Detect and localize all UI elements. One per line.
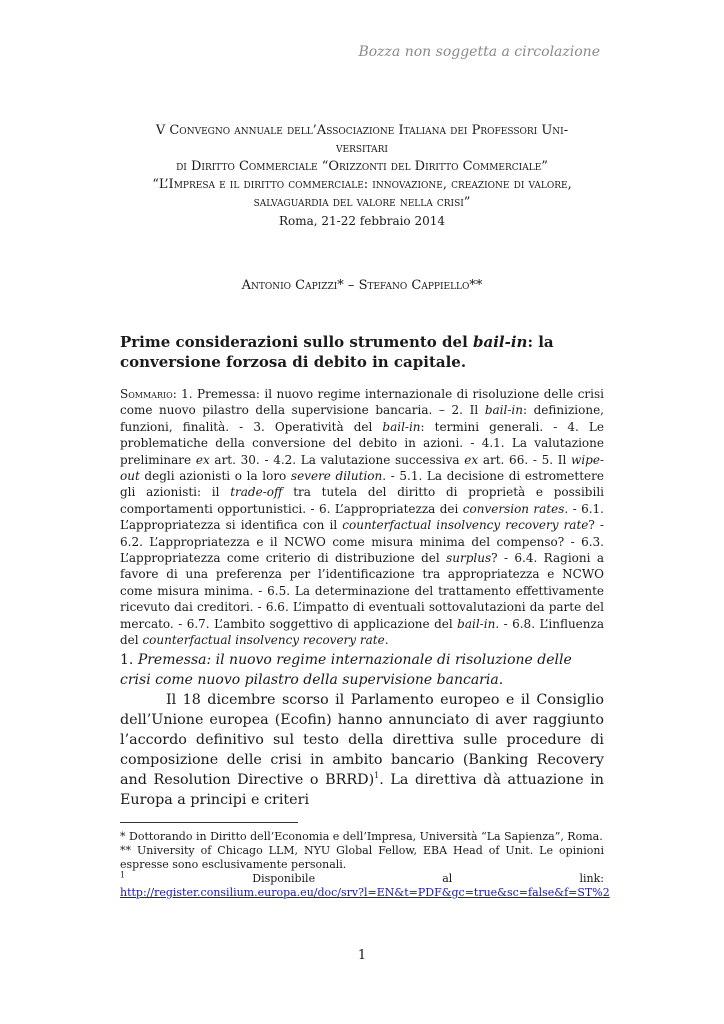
footnote-1-word: link: bbox=[579, 872, 604, 885]
footnote-1-mark: 1 bbox=[120, 870, 126, 880]
summary-seg-italic: counterfactual insolvency recovery rate bbox=[342, 518, 589, 533]
body-paragraph bbox=[120, 690, 604, 810]
section-title: Premessa: il nuovo regime internazionale di risoluzione delle crisi come nuovo pilastro della supervisione bancaria. bbox=[120, 652, 572, 688]
conference-line-5: salvaguardia del valore nella crisi” bbox=[253, 195, 471, 210]
body-text-1: Il 18 dicembre scorso il Parlamento europeo e il Consiglio dell’Unione europea (Ecofin) hanno annunciato di aver raggiunto l’accordo definitivo sul testo della direttiva sulle procedure di composizione delle crisi in ambito bancario (Banking Recovery and Resolution Directive o BRRD) bbox=[120, 692, 604, 788]
authors: Antonio Capizzi* – Stefano Cappiello** bbox=[241, 278, 483, 293]
footnote-1 bbox=[120, 872, 604, 886]
summary-seg: : definizione, funzioni, finalità. - 3. Operatività del bbox=[120, 403, 604, 434]
conference-date: Roma, 21-22 febbraio 2014 bbox=[278, 214, 446, 228]
conference-line-3: di Diritto Commerciale “Orizzonti del Diritto Commerciale” bbox=[176, 159, 548, 174]
summary-seg: . - 6.8. L’influenza del bbox=[120, 616, 604, 648]
summary-seg: . - 6.1. L’appropriatezza si identifica con il bbox=[120, 501, 604, 533]
summary-seg: degli azionisti o la loro bbox=[139, 469, 291, 484]
summary-seg-italic: ex bbox=[464, 452, 479, 467]
conference-header bbox=[120, 122, 604, 230]
summary-seg: . - 5.1. La decisione di estromettere gli azionisti: il bbox=[120, 469, 604, 500]
summary-seg: art. 66. - 5. Il bbox=[478, 452, 572, 467]
section-number: 1. bbox=[120, 652, 138, 668]
summary-seg-italic: bail-in bbox=[382, 419, 421, 434]
footnote-1-link[interactable]: http://register.consilium.europa.eu/doc/srv?l=EN&t=PDF&gc=true&sc=false&f=ST%2 bbox=[120, 886, 610, 899]
summary-seg: tra tutela del diritto di proprietà e possibili comportamenti opportunistici. - 6. L’appropriatezza dei bbox=[120, 485, 604, 516]
footnote-separator bbox=[120, 822, 298, 823]
summary-seg: ? - 6.4. Ragioni a favore di una preferenza per l’identificazione tra appropriatezza e NCWO come misura minima. - 6.5. La determinazione del trattamento effettivamente ricevuto dai creditori. - 6.6. L’impatto di eventuali sottovalutazioni da parte del mercato. - 6.7. L’ambito soggettivo di applicazione del bbox=[120, 551, 604, 631]
summary-seg: . bbox=[384, 633, 389, 648]
conference-line-4: “L’Impresa e il diritto commerciale: innovazione, creazione di valore, bbox=[152, 177, 572, 192]
page-number: 1 bbox=[357, 948, 367, 963]
summary-seg: : termini generali. - 4. Le problematiche della conversione del debito in azioni. - 4.1. La valutazione preliminare bbox=[120, 419, 604, 467]
summary-seg-italic: trade-off bbox=[230, 485, 283, 500]
summary-seg-italic: ex bbox=[195, 452, 210, 467]
body-text-2: . La direttiva dà attuazione in Europa a principi e criteri bbox=[120, 772, 604, 808]
summary-seg-italic: conversion rates bbox=[462, 501, 565, 516]
footnote-author-1: * Dottorando in Diritto dell’Economia e dell’Impresa, Università “La Sapienza”, Roma. bbox=[120, 830, 603, 843]
section-1-heading bbox=[120, 650, 604, 690]
footnote-ref-1: 1 bbox=[374, 771, 380, 781]
summary-seg-italic: bail-in bbox=[484, 403, 523, 418]
summary-seg-italic: bail-in bbox=[457, 616, 496, 631]
footnote-author-2: ** University of Chicago LLM, NYU Global Fellow, EBA Head of Unit. Le opinioni espresse sono esclusivamente personali. bbox=[120, 844, 604, 871]
summary-seg-italic: surplus bbox=[446, 551, 492, 566]
draft-watermark: Bozza non soggetta a circolazione bbox=[358, 44, 600, 60]
footnotes bbox=[120, 830, 610, 900]
paper-title bbox=[120, 332, 604, 372]
summary-seg: ? - 6.2. L’appropriatezza e il NCWO come misura minima del compenso? - 6.3. L’appropriatezza come criterio di distribuzione del bbox=[120, 518, 604, 566]
summary-seg: : 1. Premessa: il nuovo regime internazionale di risoluzione delle crisi come nuovo pilastro della supervisione bancaria. – 2. Il bbox=[120, 387, 604, 418]
summary-label: Sommario bbox=[120, 387, 173, 401]
conference-line-2: versitari bbox=[336, 141, 388, 156]
footnote-1-word: al bbox=[442, 872, 453, 885]
conference-line-1: V Convegno annuale dell’Associazione Italiana dei Professori Uni- bbox=[155, 123, 569, 138]
summary-seg-italic: wipe-out bbox=[120, 452, 604, 484]
summary bbox=[120, 386, 604, 649]
title-part-1: Prime considerazioni sullo strumento del bbox=[120, 333, 473, 351]
summary-seg: art. 30. - 4.2. La valutazione successiva bbox=[209, 452, 465, 467]
title-italic: bail-in bbox=[473, 333, 528, 351]
summary-seg-italic: counterfactual insolvency recovery rate bbox=[142, 633, 385, 648]
summary-seg-italic: severe dilution bbox=[290, 469, 383, 484]
footnote-1-word: Disponibile bbox=[252, 872, 316, 885]
title-part-2: : la conversione forzosa di debito in capitale. bbox=[120, 333, 554, 371]
